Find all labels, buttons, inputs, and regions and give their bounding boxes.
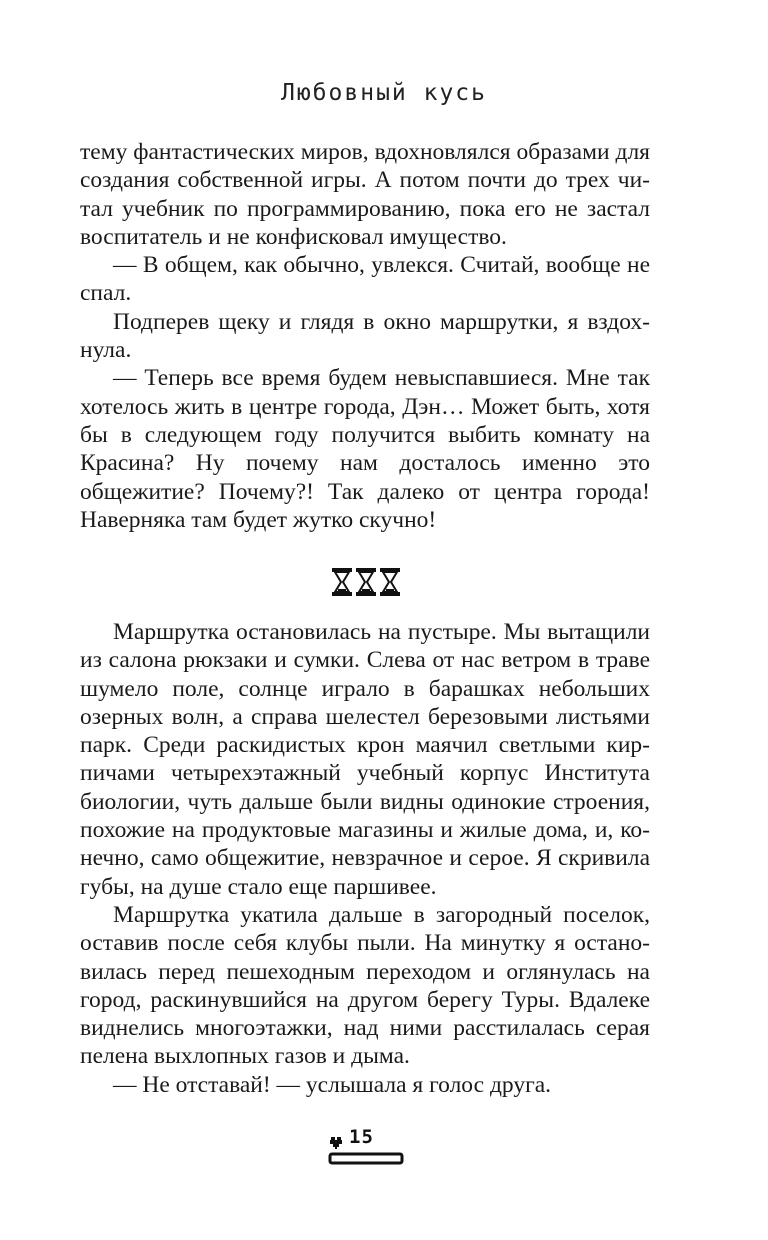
hourglass-icon: [356, 568, 376, 596]
paragraph: — Не отставай! — услышала я голос друга.: [113, 1071, 552, 1098]
heart-icon: [330, 1137, 342, 1149]
paragraph: Маршрутка укатила дальше в загородный поселок, оставив после себя клубы пыли. На минутку я остановилась перед пешеходным переходом и оглянулась на город, раскинувшийся на другом берегу Туры. Вдалеке виднелись многоэтажки, над ними расстилалась серая пелена выхлопных газов и дыма.: [80, 901, 650, 1070]
paragraph: тему фантастических миров, вдохновлялся образами для создания собственной игры. А потом почти до трех читал учебник по программированию, пока его не застал воспитатель и не конфисковал имущество.: [80, 139, 650, 250]
hourglass-icon: [380, 568, 400, 596]
hourglass-icon: [332, 568, 352, 596]
text-block-top: [80, 138, 650, 534]
page-number-badge: [327, 1124, 407, 1170]
running-head: Любовный кусь: [280, 80, 487, 106]
text-block-bottom: [80, 618, 650, 1099]
paragraph: Подперев щеку и глядя в окно маршрутки, я вздохнула.: [80, 308, 650, 364]
page-frame: [330, 1154, 402, 1163]
page-number: 15: [349, 1126, 374, 1148]
section-break-ornament: [331, 567, 401, 597]
paragraph: — В общем, как обычно, увлекся. Считай, вообще не спал.: [80, 252, 650, 307]
paragraph: Маршрутка остановилась на пустыре. Мы вытащили из салона рюкзаки и сумки. Слева от нас ветром в траве шумело поле, солнце играло в барашках небольших озерных волн, а справа шелестел березовыми листьями парк. Среди раскидистых крон маячил светлыми кирпичами четырехэтажный учебный корпус Института биологии, чуть дальше были видны одинокие строения, похожие на продуктовые магазины и жилые дома, и, конечно, само общежитие, невзрачное и серое. Я скривила губы, на душе стало еще паршивее.: [80, 619, 650, 900]
paragraph: — Теперь все время будем невыспавшиеся. Мне так хотелось жить в центре города, Дэн… Может быть, хотя бы в следующем году получится выбить комнату на Красина? Ну почему нам досталось именно это общежитие? Почему?! Так далеко от центра города! Наверняка там будет жутко скучно!: [80, 365, 650, 533]
